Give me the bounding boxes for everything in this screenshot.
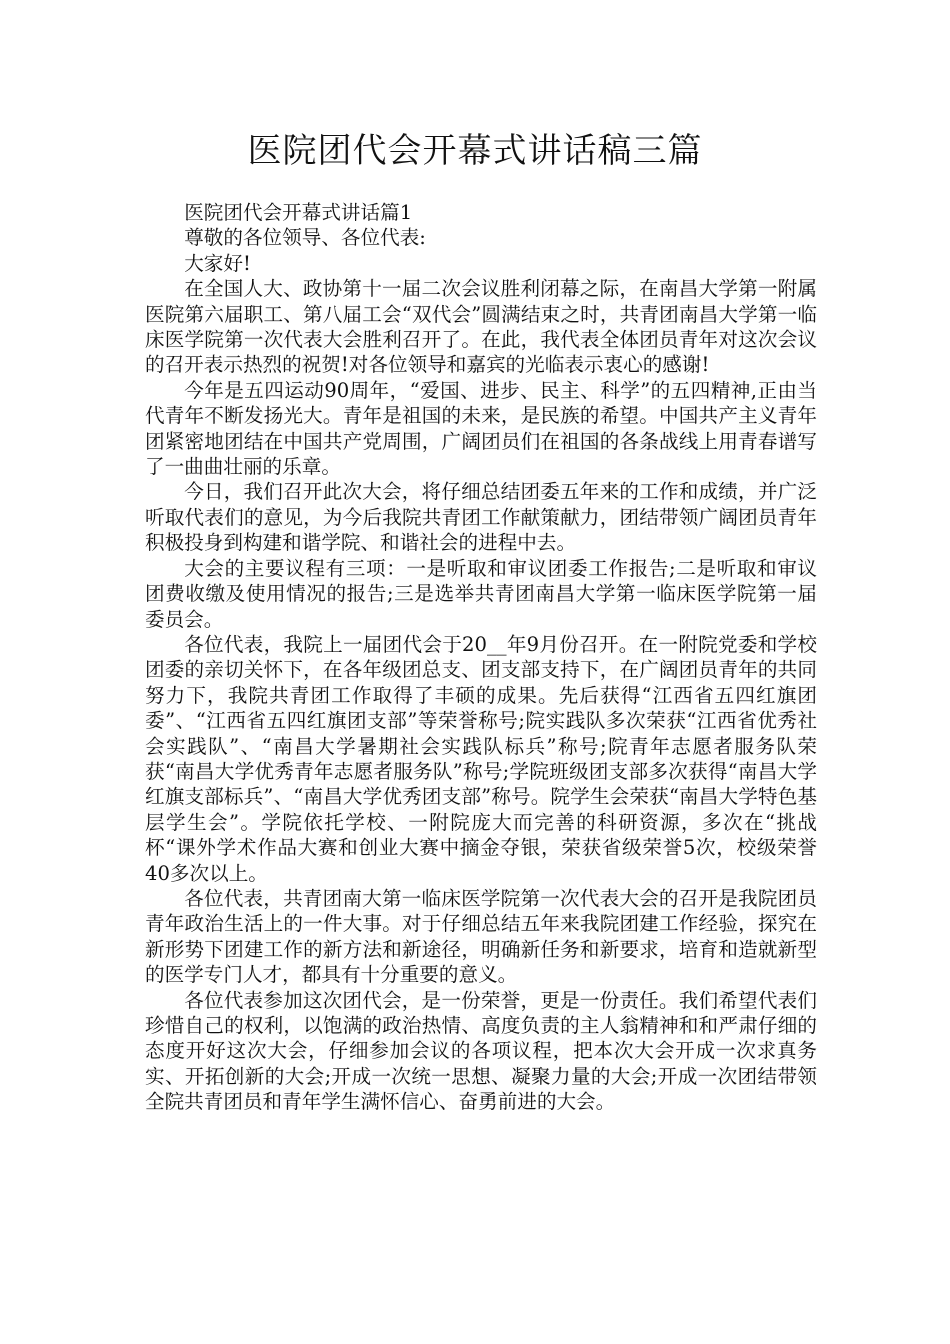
greeting: 大家好! [184,251,251,275]
paragraph: 各位代表，共青团南大第一临床医学院第一次代表大会的召开是我院团员青年政治生活上的一件大事。对于仔细总结五年来我院团建工作经验，探究在新形势下团建工作的新方法和新途径，明确新任务和新要求，培育和造就新型的医学专门人才，都具有十分重要的意义。 [145,886,817,987]
paragraph: 各位代表，我院上一届团代会于20__年9月份召开。在一附院党委和学校团委的亲切关怀下，在各年级团总支、团支部支持下，在广阔团员青年的共同努力下，我院共青团工作取得了丰硕的成果。先后获得“江西省五四红旗团委”、“江西省五四红旗团支部”等荣誉称号;院实践队多次荣获“江西省优秀社会实践队”、“南昌大学暑期社会实践队标兵”称号;院青年志愿者服务队荣获“南昌大学优秀青年志愿者服务队”称号;学院班级团支部多次获得“南昌大学红旗支部标兵”、“南昌大学优秀团支部”称号。院学生会荣获“南昌大学特色基层学生会”。学院依托学校、一附院庞大而完善的科研资源，多次在“挑战杯“课外学术作品大赛和创业大赛中摘金夺银，荣获省级荣誉5次，校级荣誉40多次以上。 [145,632,817,885]
section-heading: 医院团代会开幕式讲话篇1 [184,201,413,224]
salutation: 尊敬的各位领导、各位代表: [184,226,426,250]
paragraph: 各位代表参加这次团代会，是一份荣誉，更是一份责任。我们希望代表们珍惜自己的权利，以饱满的政治热情、高度负责的主人翁精神和和严肃仔细的态度开好这次大会，仔细参加会议的各项议程，把本次大会开成一次求真务实、开拓创新的大会;开成一次统一思想、凝聚力量的大会;开成一次团结带领全院共青团员和青年学生满怀信心、奋勇前进的大会。 [145,988,817,1114]
paragraph: 今年是五四运动90周年，“爱国、进步、民主、科学”的五四精神,正由当代青年不断发扬光大。青年是祖国的未来，是民族的希望。中国共产主义青年团紧密地团结在中国共产党周围，广阔团员们在祖国的各条战线上用青春谱写了一曲曲壮丽的乐章。 [145,378,817,479]
paragraph: 今日，我们召开此次大会，将仔细总结团委五年来的工作和成绩，并广泛听取代表们的意见，为今后我院共青团工作献策献力，团结带领广阔团员青年积极投身到构建和谐学院、和谐社会的进程中去。 [145,480,817,555]
paragraph: 大会的主要议程有三项：一是听取和审议团委工作报告;二是听取和审议团费收缴及使用情况的报告;三是选举共青团南昌大学第一临床医学院第一届委员会。 [145,556,817,631]
paragraph: 在全国人大、政协第十一届二次会议胜利闭幕之际，在南昌大学第一附属医院第六届职工、第八届工会“双代会”圆满结束之时，共青团南昌大学第一临床医学院第一次代表大会胜利召开了。在此，我代表全体团员青年对这次会议的召开表示热烈的祝贺!对各位领导和嘉宾的光临表示衷心的感谢! [145,277,817,377]
document-title: 医院团代会开幕式讲话稿三篇 [247,131,703,171]
document-body [145,200,817,1115]
